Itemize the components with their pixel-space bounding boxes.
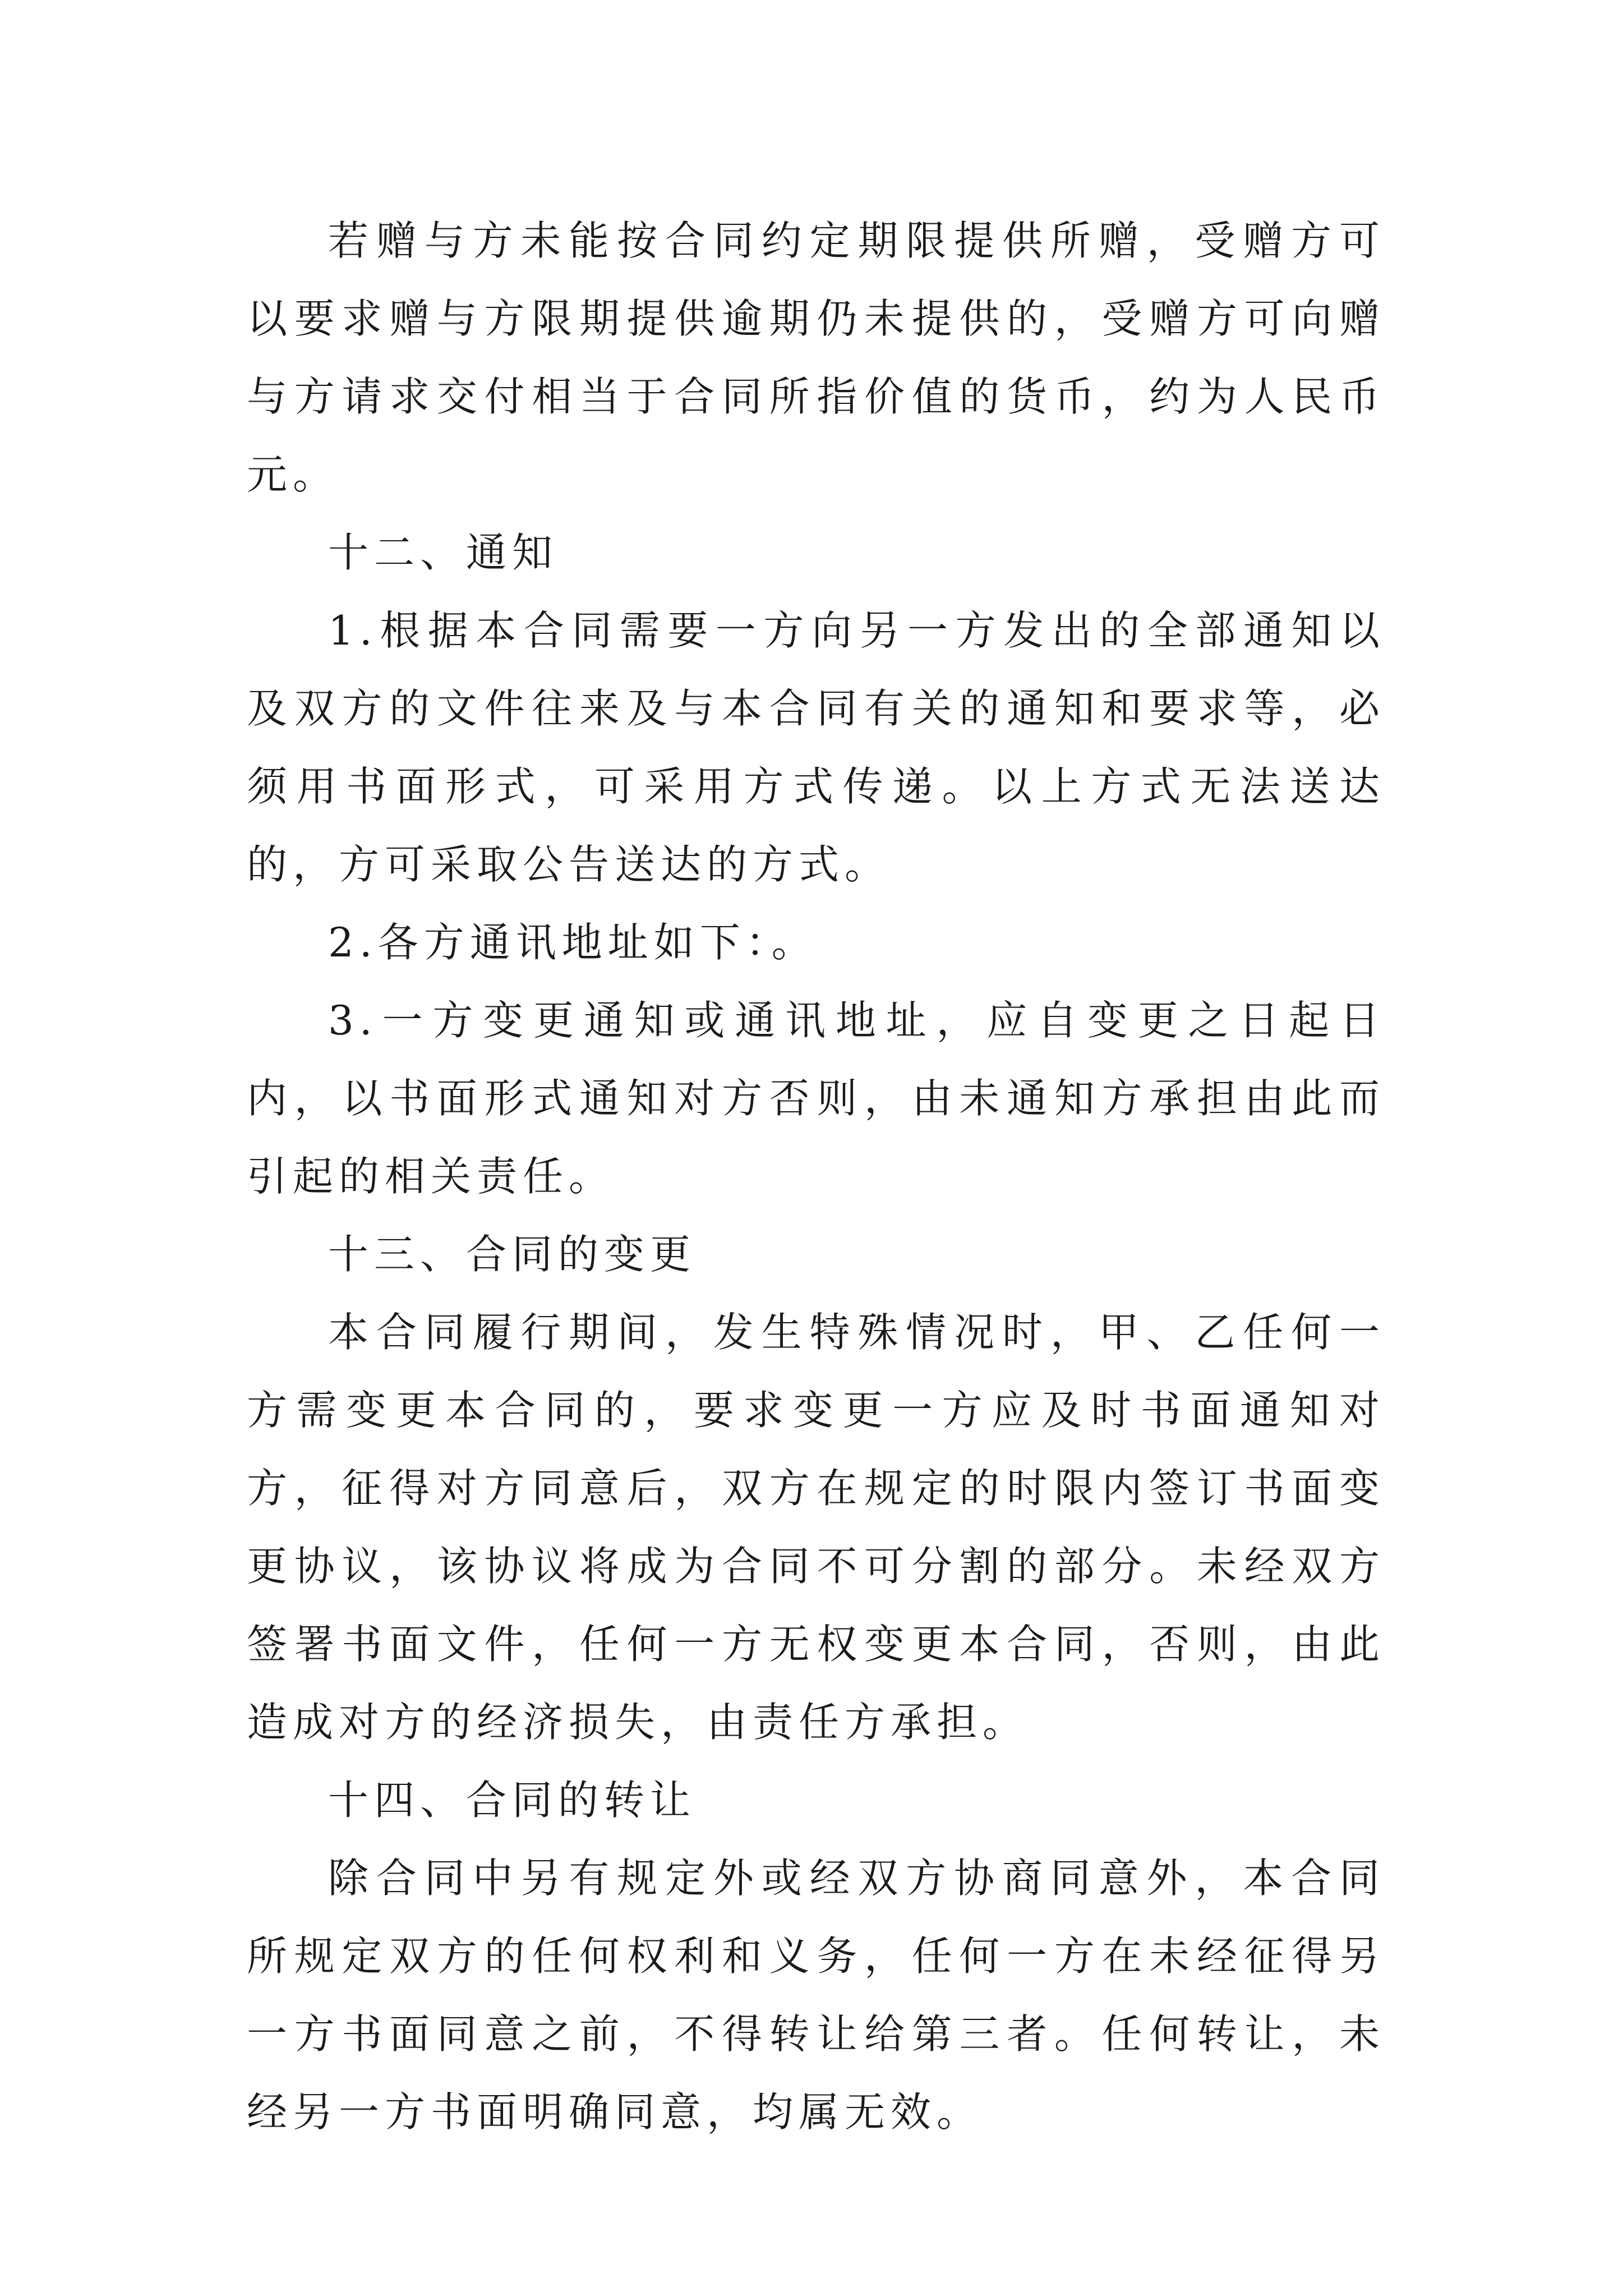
section-heading-contract-change: 十三、合同的变更 <box>328 1231 697 1278</box>
paragraph-contract-change: 本合同履行期间，发生特殊情况时，甲、乙任何一方需变更本合同的，要求变更一方应及时书面通知对方，征得对方同意后，双方在规定的时限内签订书面变更协议，该协议将成为合同不可分割的部分。未经双方签署书面文件，任何一方无权变更本合同，否则，由此造成对方的经济损失，由责任方承担。 <box>247 1309 1385 1746</box>
paragraph-contract-transfer: 除合同中另有规定外或经双方协商同意外，本合同所规定双方的任何权利和义务，任何一方在未经征得另一方书面同意之前，不得转让给第三者。任何转让，未经另一方书面明确同意，均属无效。 <box>247 1855 1385 2136</box>
paragraph-notice-2: 2.各方通讯地址如下：。 <box>328 919 818 966</box>
section-heading-notice: 十二、通知 <box>328 529 559 576</box>
document-body <box>247 202 1385 2151</box>
paragraph-notice-1: 1.根据本合同需要一方向另一方发出的全部通知以及双方的文件往来及与本合同有关的通知和要求等，必须用书面形式，可采用方式传递。以上方式无法送达的，方可采取公告送达的方式。 <box>247 607 1385 888</box>
paragraph-notice-3: 3.一方变更通知或通讯地址，应自变更之日起日内，以书面形式通知对方否则，由未通知方承担由此而引起的相关责任。 <box>247 997 1385 1200</box>
paragraph-gift-delivery: 若赠与方未能按合同约定期限提供所赠，受赠方可以要求赠与方限期提供逾期仍未提供的，受赠方可向赠与方请求交付相当于合同所指价值的货币，约为人民币元。 <box>247 217 1385 498</box>
section-heading-contract-transfer: 十四、合同的转让 <box>328 1777 697 1824</box>
